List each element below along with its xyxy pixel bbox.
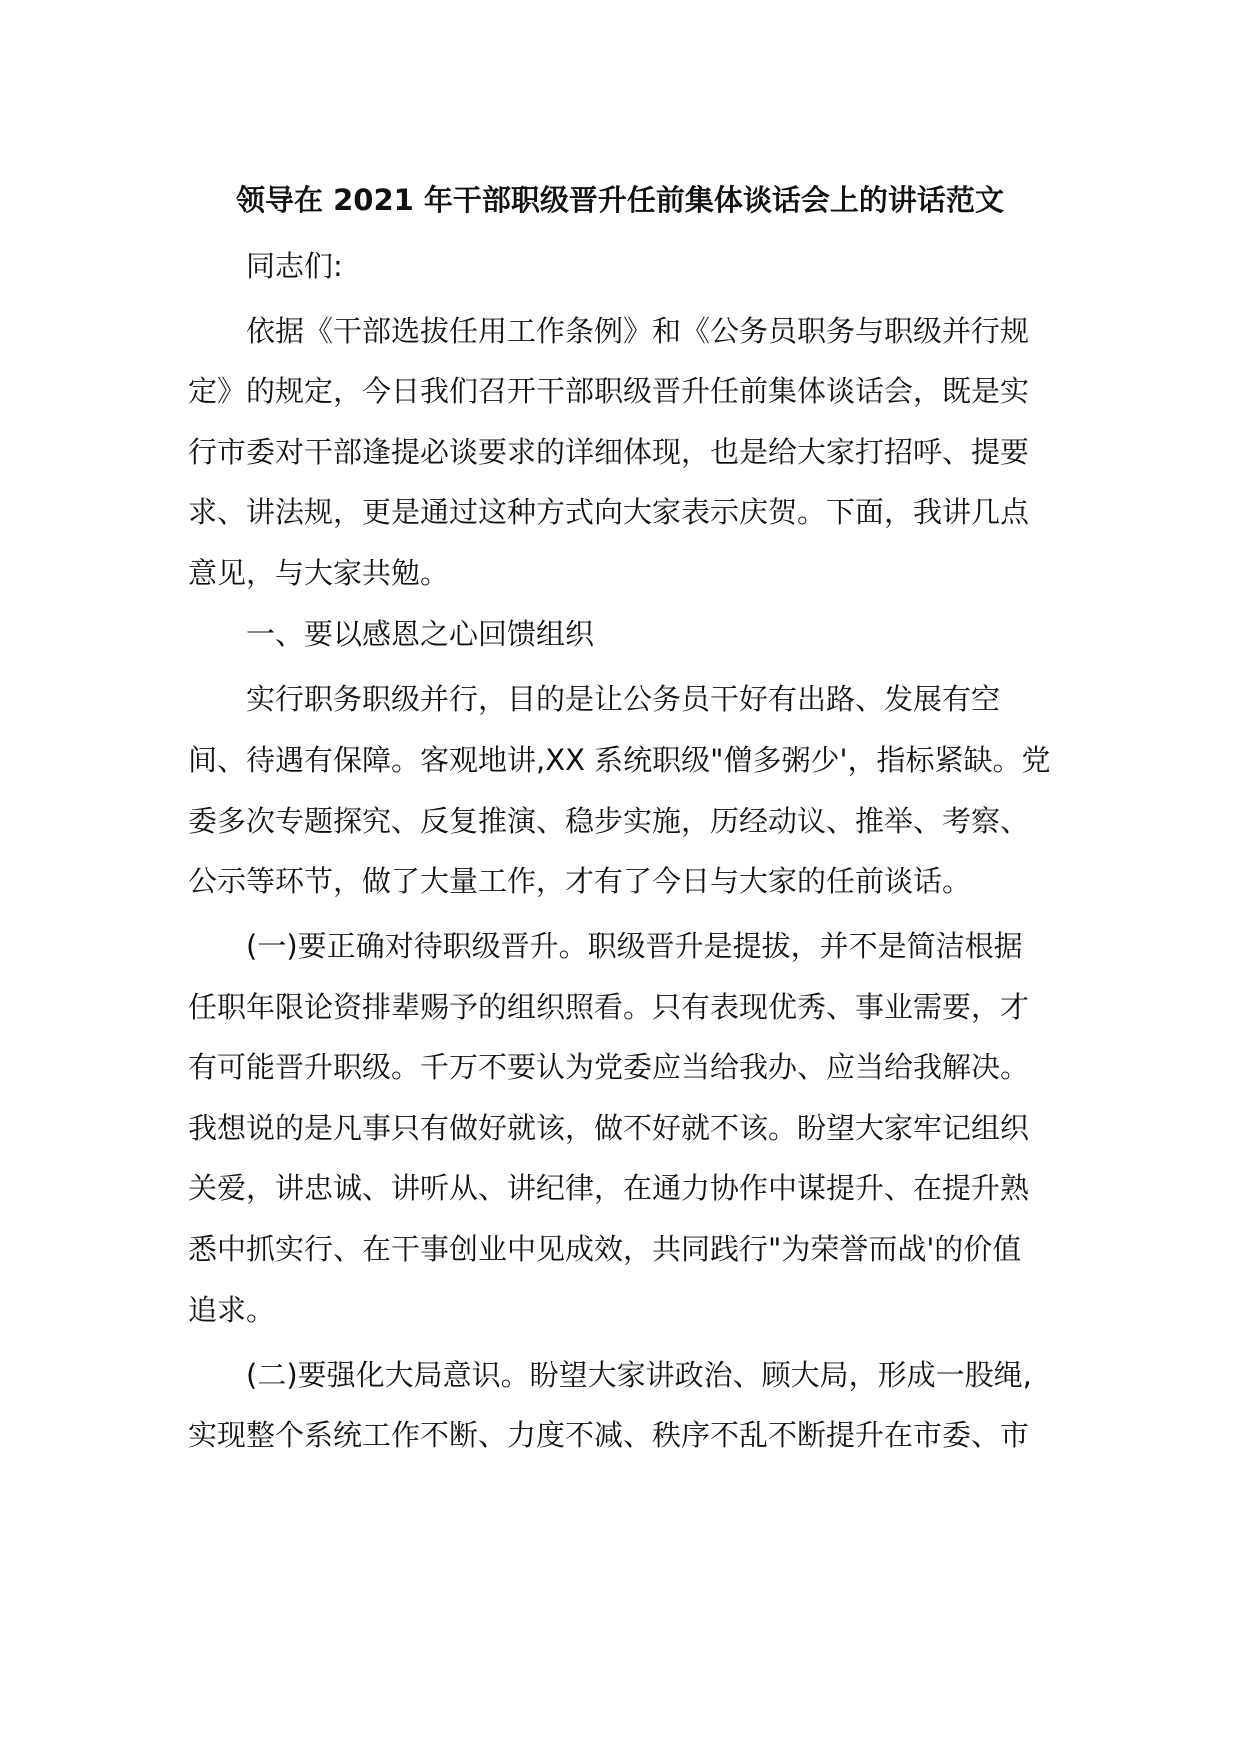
paragraph-line: 求、讲法规，更是通过这种方式向大家表示庆贺。下面，我讲几点: [188, 495, 1030, 529]
paragraph-line: 关爱，讲忠诚、讲听从、讲纪律，在通力协作中谋提升、在提升熟: [188, 1171, 1030, 1205]
paragraph-line: 公示等环节，做了大量工作，才有了今日与大家的任前谈话。: [188, 864, 972, 898]
paragraph-line: 我想说的是凡事只有做好就该，做不好就不该。盼望大家牢记组织: [188, 1111, 1030, 1145]
paragraph-line: 定》的规定，今日我们召开干部职级晋升任前集体谈话会，既是实: [188, 374, 1030, 408]
paragraph-line: 实行职务职级并行，目的是让公务员干好有出路、发展有空: [246, 682, 1001, 716]
salutation: 同志们:: [246, 249, 343, 283]
paragraph-line: 实现整个系统工作不断、力度不减、秩序不乱不断提升在市委、市: [188, 1418, 1030, 1452]
paragraph-line: 悉中抓实行、在干事创业中见成效，共同践行"为荣誉而战'的价值: [188, 1232, 1022, 1266]
paragraph-line: 委多次专题探究、反复推演、稳步实施，历经动议、推举、考察、: [188, 804, 1030, 838]
paragraph-line: 有可能晋升职级。千万不要认为党委应当给我办、应当给我解决。: [188, 1050, 1030, 1084]
paragraph-line: 追求。: [188, 1293, 276, 1327]
paragraph-line: 行市委对干部逢提必谈要求的详细体现，也是给大家打招呼、提要: [188, 435, 1030, 469]
paragraph-line: (二)要强化大局意识。盼望大家讲政治、顾大局，形成一股绳,: [246, 1358, 1032, 1392]
paragraph-line: (一)要正确对待职级晋升。职级晋升是提拔，并不是简洁根据: [246, 929, 1023, 963]
paragraph-line: 意见，与大家共勉。: [188, 556, 450, 590]
paragraph-line: 间、待遇有保障。客观地讲,XX 系统职级"僧多粥少'，指标紧缺。党: [188, 743, 1051, 777]
paragraph-line: 任职年限论资排辈赐予的组织照看。只有表现优秀、事业需要，才: [188, 990, 1030, 1024]
section-heading: 一、要以感恩之心回馈组织: [246, 617, 595, 651]
document-title: 领导在 2021 年干部职级晋升任前集体谈话会上的讲话范文: [236, 183, 1004, 217]
paragraph-line: 依据《干部选拔任用工作条例》和《公务员职务与职级并行规: [246, 314, 1030, 348]
